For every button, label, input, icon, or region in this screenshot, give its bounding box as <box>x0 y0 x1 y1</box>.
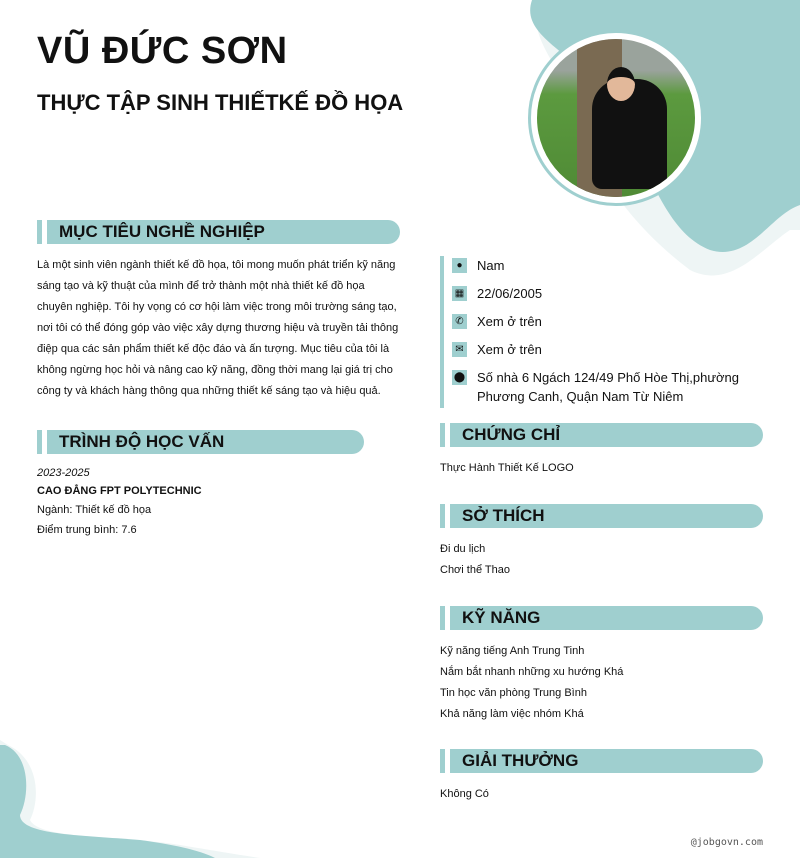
contact-value: Số nhà 6 Ngách 124/49 Phố Hòe Thị,phường Phương Canh, Quận Nam Từ Niêm <box>477 370 740 404</box>
list-item: Tin học văn phòng Trung Bình <box>440 687 587 699</box>
contact-value: 22/06/2005 <box>477 286 543 301</box>
list-item: Chơi thể Thao <box>440 564 510 576</box>
envelope-icon: ✉ <box>452 342 467 357</box>
contact-value: Nam <box>477 258 505 273</box>
contact-address <box>452 368 760 406</box>
list-item: Kỹ năng tiếng Anh Trung Tinh <box>440 645 585 657</box>
decorative-blob-bottom-left <box>0 740 260 858</box>
section-heading: SỞ THÍCH <box>450 504 763 528</box>
profile-photo <box>528 30 704 206</box>
section-heading: KỸ NĂNG <box>450 606 763 630</box>
contact-info <box>440 256 760 408</box>
contact-gender <box>452 256 760 275</box>
contact-phone <box>452 312 760 331</box>
list-item: Khả năng làm việc nhóm Khá <box>440 708 584 720</box>
candidate-name: VŨ ĐỨC SƠN <box>37 30 288 72</box>
section-education <box>37 430 364 454</box>
list-item: Thực Hành Thiết Kế LOGO <box>440 462 574 474</box>
contact-value: Xem ở trên <box>477 314 542 329</box>
list-item: Không Có <box>440 788 489 800</box>
certificate-list <box>440 458 574 479</box>
education-gpa: Điểm trung bình: 7.6 <box>37 524 137 536</box>
list-item: Nắm bắt nhanh những xu hướng Khá <box>440 666 624 678</box>
list-item: Đi du lịch <box>440 543 486 555</box>
contact-dob <box>452 284 760 303</box>
education-school: CAO ĐẲNG FPT POLYTECHNIC <box>37 485 202 497</box>
contact-email <box>452 340 760 359</box>
section-skills <box>440 606 763 630</box>
person-icon: ● <box>452 258 467 273</box>
section-awards <box>440 749 763 773</box>
section-objective <box>37 220 400 244</box>
section-heading: MỤC TIÊU NGHỀ NGHIỆP <box>47 220 400 244</box>
education-major: Ngành: Thiết kế đồ họa <box>37 504 152 516</box>
education-block <box>37 463 202 540</box>
phone-icon: ✆ <box>452 314 467 329</box>
section-heading: CHỨNG CHỈ <box>450 423 763 447</box>
education-period: 2023-2025 <box>37 467 90 479</box>
hobby-list <box>440 539 510 581</box>
section-heading: TRÌNH ĐỘ HỌC VẤN <box>47 430 364 454</box>
job-title: THỰC TẬP SINH THIẾTKẾ ĐỒ HỌA <box>37 90 404 115</box>
contact-value: Xem ở trên <box>477 342 542 357</box>
calendar-icon: ▦ <box>452 286 467 301</box>
section-heading: GIẢI THƯỞNG <box>450 749 763 773</box>
footer-watermark: @jobgovn.com <box>690 837 763 848</box>
skill-list <box>440 641 623 725</box>
section-certificates <box>440 423 763 447</box>
award-list <box>440 784 489 805</box>
map-pin-icon: ⬤ <box>453 372 466 383</box>
section-hobbies <box>440 504 763 528</box>
objective-text: Là một sinh viên ngành thiết kế đồ họa, tôi mong muốn phát triển kỹ năng sáng tạo và kỹ thuật của mình để trở thành một nhà thiết kế đồ họa chuyên nghiệp. Tôi hy vọng có cơ hội làm việc trong môi trường sáng tạo, nơi tôi có thể đóng góp vào việc xây dựng thương hiệu và truyền tải thông điệp qua các sản phẩm thiết kế độc đáo và ấn tượng. Mục tiêu của tôi là không ngừng học hỏi và nâng cao kỹ năng, đồng thời mang lại giá trị cho công ty và khách hàng thông qua những thiết kế sáng tạo và hiệu quả. <box>37 259 399 397</box>
